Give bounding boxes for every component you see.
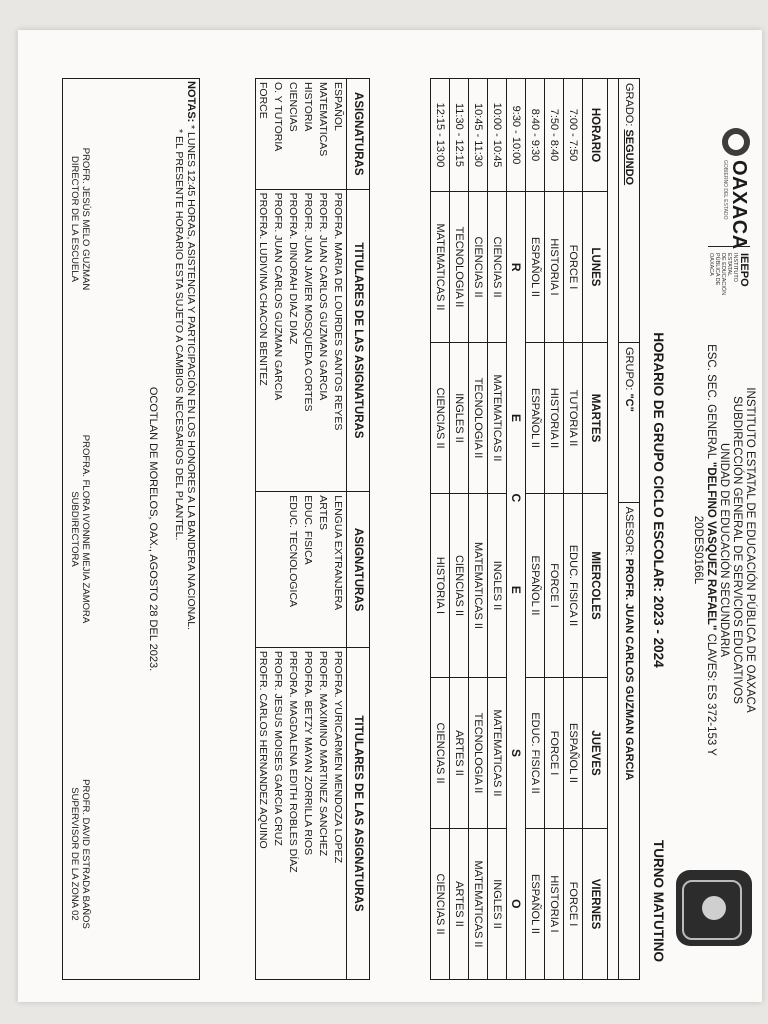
- teacher-row: [286, 79, 301, 980]
- teacher-cell: PROFRA. DINORAH DIAZ DIAZ: [286, 189, 301, 492]
- rotated-content: [58, 70, 758, 990]
- class-schedule-table: [430, 78, 640, 980]
- school-seal-icon: [676, 870, 752, 946]
- brand-subtext: GOBIERNO DEL ESTADO: [722, 160, 728, 220]
- class-cell: CIENCIAS II: [469, 192, 488, 343]
- class-cell: ESPAÑOL II: [526, 343, 545, 494]
- time-cell: 10:45 - 11:30: [469, 79, 488, 192]
- class-cell: ARTES II: [450, 829, 469, 980]
- notes-section: [62, 78, 200, 980]
- subject-cell: [271, 492, 286, 648]
- class-cell: ESPAÑOL II: [526, 494, 545, 678]
- teacher-cell: PROFR. JUAN CARLOS GUZMAN GARCIA: [316, 189, 331, 492]
- teachers-table: [255, 78, 370, 980]
- recess-row: [507, 79, 526, 980]
- subject-cell: LENGUA EXTRANJERA: [331, 492, 347, 648]
- school-name: "DELFINO VASQUEZ RAFAEL": [705, 461, 717, 631]
- class-cell: ARTES II: [450, 678, 469, 829]
- teacher-cell: PRFORA. MAGDALENA EDITH ROBLES DÍAZ: [286, 647, 301, 979]
- teacher-row: [256, 79, 272, 980]
- oaxaca-emblem-icon: [722, 128, 750, 156]
- class-cell: ESPAÑOL II: [564, 678, 583, 829]
- header-jueves: JUEVES: [583, 678, 608, 829]
- time-cell: 9:30 - 10:00: [507, 79, 526, 192]
- teacher-cell: PROFRA. MARIA DE LOURDES SANTOS REYES: [331, 189, 347, 492]
- class-cell: FORCE I: [564, 192, 583, 343]
- teacher-row: [301, 79, 316, 980]
- teacher-row: [316, 79, 331, 980]
- teacher-cell: PROFR. JUAN JAVIER MOSQUEDA CORTES: [301, 189, 316, 492]
- institution-line4: ESC. SEC. GENERAL "DELFINO VASQUEZ RAFAEL" CLAVES: ES 372-153 Y 20DES0166L: [692, 344, 717, 756]
- class-cell: FORCE I: [564, 829, 583, 980]
- subject-cell: FORCE: [256, 79, 272, 190]
- spacer-row: [608, 79, 619, 980]
- group-info-row: [619, 79, 640, 980]
- teacher-cell: PROFR. JUAN CARLOS GUZMAN GARCIA: [271, 189, 286, 492]
- recess-letter: E: [507, 343, 526, 494]
- document-page: [18, 30, 762, 1002]
- class-cell: CIENCIAS II: [431, 678, 450, 829]
- signer-role: SUPERVISOR DE LA ZONA 02: [69, 787, 80, 921]
- signer-role: SUBDIRECTORA: [69, 491, 80, 567]
- teacher-cell: PROFRA. YURICARMEN MENDOZA LOPEZ: [331, 647, 347, 979]
- class-cell: MATEMATICAS II: [431, 192, 450, 343]
- recess-letter: C: [507, 494, 526, 503]
- header-titulares-2: TITULARES DE LAS ASIGNATURAS: [347, 647, 370, 979]
- subject-cell: ARTES: [316, 492, 331, 648]
- note-line-1: * LUNES 12:45 HORAS, ASISTENCIA Y PARTICIPACIÓN EN LOS HONORES A LA BANDERA NACIONAL.: [185, 125, 197, 630]
- institution-line2: SUBDIRECCIÓN GENERAL DE SERVICIOS EDUCATIVOS: [731, 396, 743, 704]
- signer-name: PROFRA. FLORA IVONNE MEJIA ZAMORA: [80, 434, 91, 624]
- brand-text: OAXACA: [728, 160, 750, 250]
- grupo-cell: GRUPO: "C": [619, 343, 640, 503]
- class-cell: CIENCIAS II: [488, 192, 507, 343]
- signature-subdirectora: [69, 409, 91, 649]
- class-cell: INGLES II: [488, 829, 507, 980]
- header-titulares-1: TITULARES DE LAS ASIGNATURAS: [347, 189, 370, 492]
- schedule-row: [431, 79, 450, 980]
- recess-letter: R: [507, 192, 526, 343]
- ieepo-sub1: INSTITUTO ESTATAL: [726, 253, 738, 282]
- class-cell: INGLES II: [450, 343, 469, 494]
- subject-cell: ESPAÑOL: [331, 79, 347, 190]
- grado-cell: GRADO: SEGUNDO: [619, 79, 640, 343]
- teacher-cell: PROFRA. LUDIVINA CHACON BENITEZ: [256, 189, 272, 492]
- schedule-row: [545, 79, 564, 980]
- subject-cell: [256, 492, 272, 648]
- institution-line1: INSTITUTO ESTATAL DE EDUCACIÓN PÚBLICA DE OAXACA: [744, 387, 756, 713]
- teacher-cell: PROFR. MAXIMINO MARTINEZ SANCHEZ: [316, 647, 331, 979]
- subject-cell: EDUC. TECNOLOGICA: [286, 492, 301, 648]
- class-cell: CIENCIAS II: [431, 829, 450, 980]
- signer-name: PROFR. JESÚS MELO GUZMAN: [80, 147, 91, 291]
- recess-letter: E: [507, 502, 526, 677]
- schedule-row: [564, 79, 583, 980]
- header-lunes: LUNES: [583, 192, 608, 343]
- class-cell: MATEMATICAS II: [469, 829, 488, 980]
- recess-letter: S: [507, 678, 526, 829]
- time-cell: 10:00 - 10:45: [488, 79, 507, 192]
- notes-label: NOTAS:: [185, 81, 197, 123]
- subject-cell: CIENCIAS: [286, 79, 301, 190]
- class-cell: ESPAÑOL II: [526, 192, 545, 343]
- shift-label: TURNO MATUTINO: [651, 840, 666, 962]
- teacher-cell: PROFR. JESUS MOISES GARCIA CRUZ: [271, 647, 286, 979]
- signature-director: [69, 109, 91, 329]
- teacher-row: [271, 79, 286, 980]
- note-line-2: * EL PRESENTE HORARIO ESTA SUJETO A CAMBIOS NECESARIOS DEL PLANTEL.: [173, 129, 185, 541]
- class-cell: HISTORIA I: [545, 192, 564, 343]
- class-cell: FORCE I: [545, 678, 564, 829]
- class-cell: CIENCIAS II: [450, 494, 469, 678]
- header-asignaturas-2: ASIGNATURAS: [347, 492, 370, 648]
- header-miercoles: MIERCOLES: [583, 494, 608, 678]
- subject-cell: MATEMATICAS: [316, 79, 331, 190]
- class-cell: TECNOLOGIA II: [469, 343, 488, 494]
- ieepo-sub2: DE EDUCACIÓN PÚBLICA DE OAXACA: [708, 253, 726, 296]
- class-cell: HISTORIA II: [545, 343, 564, 494]
- document-title: HORARIO DE GRUPO CICLO ESCOLAR: 2023 - 2024: [651, 332, 666, 668]
- teachers-header-row: [347, 79, 370, 980]
- header-asignaturas-1: ASIGNATURAS: [347, 79, 370, 190]
- teacher-cell: PROFR. CARLOS HERNANDEZ AQUINO: [256, 647, 272, 979]
- signer-name: PROFR. DAVID ESTRADA BAÑOS: [80, 779, 91, 929]
- time-cell: 11:30 - 12:15: [450, 79, 469, 192]
- signature-supervisor: [69, 739, 91, 969]
- class-cell: TECNOLOGIA II: [450, 192, 469, 343]
- schedule-row: [526, 79, 545, 980]
- class-cell: MATEMATICAS II: [488, 678, 507, 829]
- class-cell: MATEMATICAS II: [488, 343, 507, 494]
- header-horario: HORARIO: [583, 79, 608, 192]
- teacher-row: [331, 79, 347, 980]
- ieepo-text: IEEPO: [738, 253, 750, 287]
- class-cell: CIENCIAS II: [431, 343, 450, 494]
- header-viernes: VIERNES: [583, 829, 608, 980]
- time-cell: 12:15 - 13:00: [431, 79, 450, 192]
- oaxaca-logo: [708, 128, 752, 298]
- recess-letter: O: [507, 829, 526, 980]
- teacher-cell: PROFRA. BETZY MAYAN ZORRILLA RIOS: [301, 647, 316, 979]
- time-cell: 7:50 - 8:40: [545, 79, 564, 192]
- header-martes: MARTES: [583, 343, 608, 494]
- class-cell: EDUC. FISICA II: [526, 678, 545, 829]
- place-date: OCOTLAN DE MORELOS, OAX., AGOSTO 28 DEL 2023.: [147, 386, 159, 672]
- class-cell: HISTORIA I: [545, 829, 564, 980]
- class-cell: INGLES II: [488, 494, 507, 678]
- schedule-row: [488, 79, 507, 980]
- class-cell: FORCE I: [545, 494, 564, 678]
- ieepo-logo: [708, 246, 750, 298]
- institution-block: [691, 330, 756, 770]
- class-cell: MATEMATICAS II: [469, 494, 488, 678]
- class-cell: TECNOLOGIA II: [469, 678, 488, 829]
- subject-cell: O. Y TUTORIA: [271, 79, 286, 190]
- class-cell: TUTORIA II: [564, 343, 583, 494]
- schedule-row: [469, 79, 488, 980]
- class-cell: ESPAÑOL II: [526, 829, 545, 980]
- institution-line3: UNIDAD DE EDUCACIÓN SECUNDARIA: [718, 442, 730, 658]
- document-header: [640, 70, 758, 990]
- signer-role: DIRECTOR DE LA ESCUELA: [69, 155, 80, 282]
- asesor-cell: ASESOR: PROFR. JUAN CARLOS GUZMAN GARCIA: [619, 502, 640, 979]
- schedule-header-row: [583, 79, 608, 980]
- time-cell: 7:00 - 7:50: [564, 79, 583, 192]
- class-cell: EDUC. FISICA II: [564, 494, 583, 678]
- class-cell: HISTORIA I: [431, 494, 450, 678]
- time-cell: 8:40 - 9:30: [526, 79, 545, 192]
- schedule-row: [450, 79, 469, 980]
- subject-cell: EDUC. FISICA: [301, 492, 316, 648]
- subject-cell: HISTORIA: [301, 79, 316, 190]
